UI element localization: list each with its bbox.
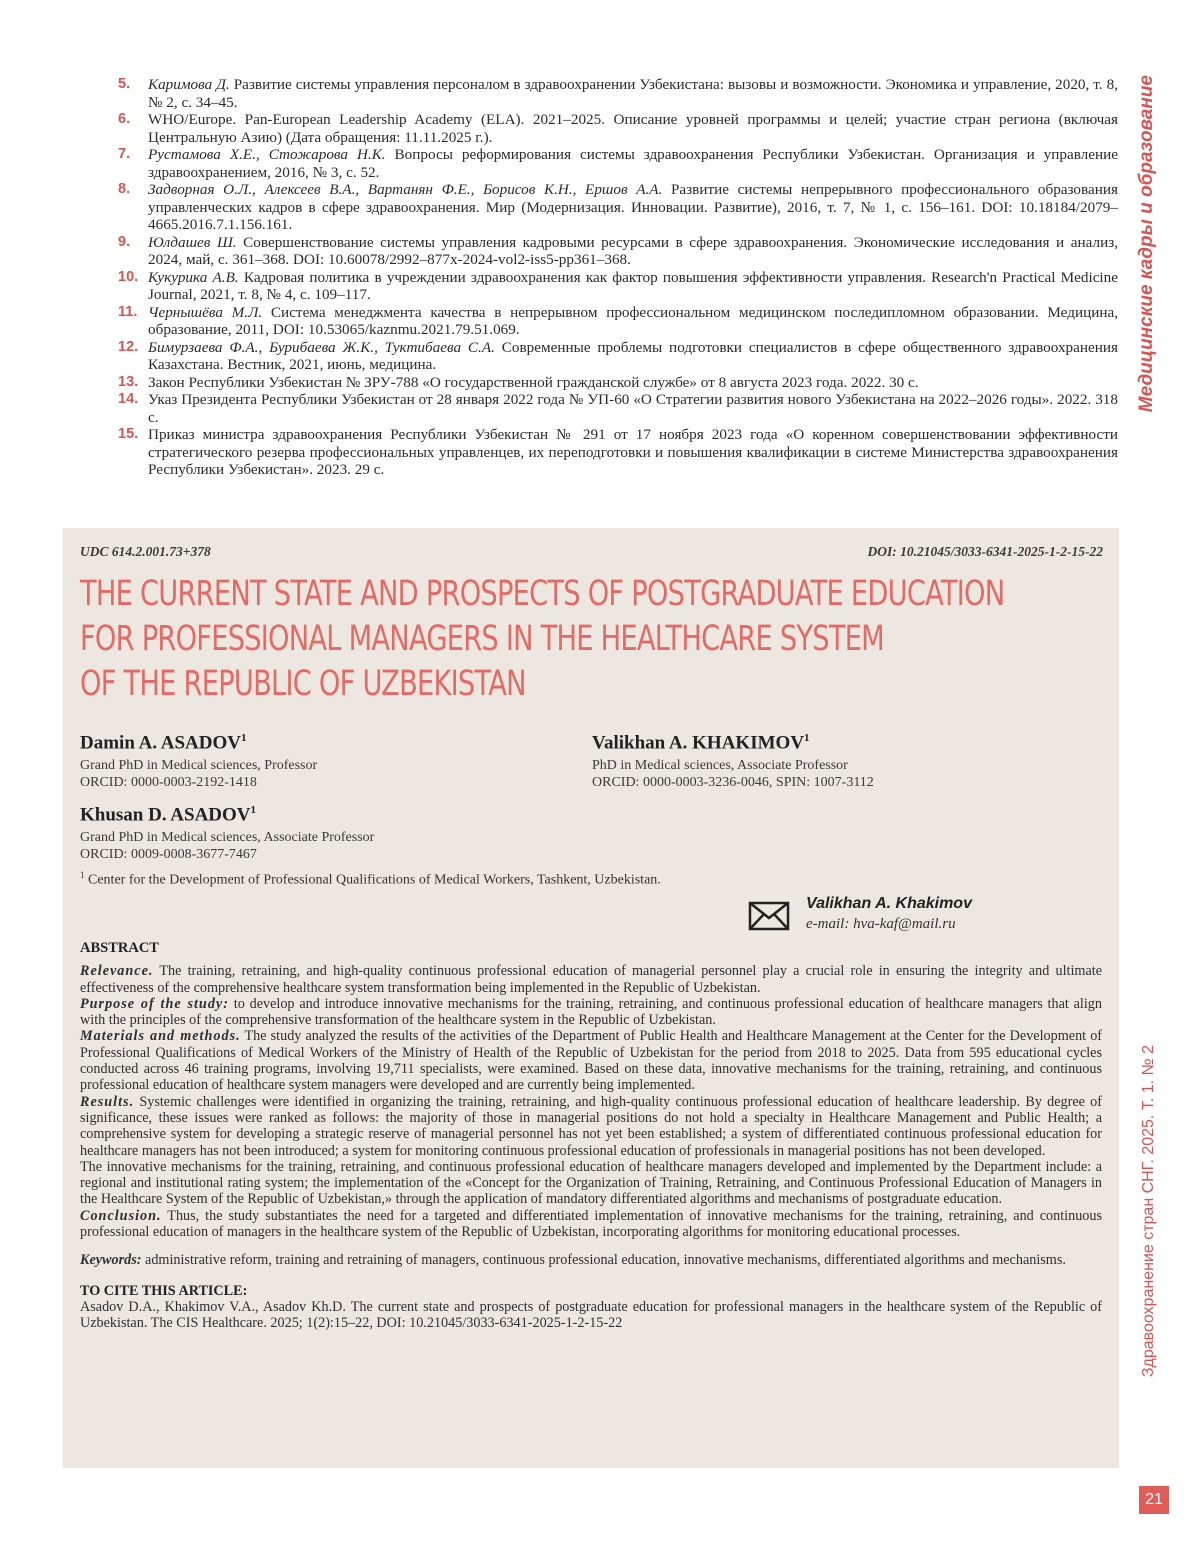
reference-authors: Каримова Д. — [148, 76, 230, 93]
author-name: Valikhan A. KHAKIMOV — [592, 732, 805, 754]
reference-text: Современные проблемы подготовки специалистов в сфере общественного здравоохранения Казахстана. Вестник, 2021, июнь, медицина. — [148, 338, 1118, 373]
article-doi: DOI: 10.21045/3033-6341-2025-1-2-15-22 — [867, 544, 1103, 559]
author-block: Valikhan A. KHAKIMOV$^1$ PhD in Medical sciences, Associate Professor ORCID: 0000-0003-3236-0046, SPIN: 1007-3112 — [592, 732, 874, 791]
author-degree: Grand PhD in Medical sciences, Professor — [80, 758, 318, 774]
reference-item: 9. Юлдашев Ш. Совершенствование системы управления кадровыми ресурсами в сфере здравоохранения. Экономические исследования и анализ, 2024, май, с. 361–368. DOI: 10.60078/2992–877x-2024-vol2-iss5-pp361–368. — [118, 233, 1118, 268]
page-number: 21 — [1139, 1486, 1169, 1514]
reference-item: 6. WHO/Europe. Pan-European Leadership Academy (ELA). 2021–2025. Описание уровней программы и целей; участие стран региона (включая Центральную Азию) (Дата обращения: 11.11.2025 г.). — [118, 111, 1118, 146]
cite-heading: TO CITE THIS ARTICLE: — [80, 1282, 248, 1299]
reference-text: Развитие системы управления персоналом в здравоохранении Узбекистана: вызовы и возможности. Экономика и управление, 2020, т. 8, № 2, с. 34–45. — [148, 76, 1118, 111]
title-line: FOR PROFESSIONAL MANAGERS IN THE HEALTHCARE SYSTEM — [80, 619, 884, 659]
author-ids: ORCID: 0000-0003-2192-1418 — [80, 775, 257, 791]
reference-authors: Задворная О.Л., Алексеев В.А., Вартанян Ф.Е., Борисов К.Н., Ершов А.А. — [148, 181, 663, 198]
abstract-relevance: Relevance. The training, retraining, and high-quality continuous professional education of managerial personnel play a crucial role in ensuring the integrity and ultimate effectiveness of the comprehensive healthcare system transformation being implemented in the Republic of Uzbekistan. — [80, 963, 1102, 996]
section-label: Медицинские кадры и образование — [1136, 75, 1157, 413]
corresponding-author — [748, 895, 1088, 935]
author-degree: Grand PhD in Medical sciences, Associate Professor — [80, 830, 375, 846]
reference-text: Кадровая политика в учреждении здравоохранения как фактор повышения эффективности управления. Research'n Practical Medicine Journal, 2021, т. 8, № 4, с. 109–117. — [148, 268, 1118, 303]
reference-authors: Бимурзаева Ф.А., Бурибаева Ж.К., Туктибаева С.А. — [148, 338, 495, 356]
reference-item: 12. Бимурзаева Ф.А., Бурибаева Ж.К., Туктибаева С.А. Современные проблемы подготовки специалистов в сфере общественного здравоохранения Казахстана. Вестник, 2021, июнь, медицина. — [118, 338, 1118, 373]
reference-item: 13. Закон Республики Узбекистан № ЗРУ-788 «О государственной гражданской службе» от 8 августа 2023 года. 2022. 30 с. — [118, 373, 919, 391]
reference-text: Приказ министра здравоохранения Республики Узбекистан № 291 от 17 ноября 2023 года «О коренном совершенствовании эффективности стратегического резерва профессиональных управленцев, их переподготовки и повышения квалификации в системе Министерства здравоохранения Республики Узбекистан». 2023. 29 с. — [148, 426, 1118, 478]
reference-text: WHO/Europe. Pan-European Leadership Academy (ELA). 2021–2025. Описание уровней программы и целей; участие стран региона (включая Центральную Азию) (Дата обращения: 11.11.2025 г.). — [148, 111, 1118, 146]
reference-text: Закон Республики Узбекистан № ЗРУ-788 «О государственной гражданской службе» от 8 августа 2023 года. 2022. 30 с. — [148, 373, 919, 391]
reference-authors: Рустамова Х.Е., Стожарова Н.К. — [148, 146, 386, 163]
abstract — [80, 940, 1102, 1332]
reference-authors: Кукурика А.В. — [148, 268, 239, 286]
author-block: Damin A. ASADOV$^1$ Grand PhD in Medical sciences, Professor ORCID: 0000-0003-2192-1418 — [80, 732, 318, 791]
reference-text: Совершенствование системы управления кадровыми ресурсами в сфере здравоохранения. Экономические исследования и анализ, 2024, май, с. 361–368. DOI: 10.60078/2992–877x-2024-vol2-iss5-pp361–368. — [148, 233, 1118, 268]
reference-item: 10. Кукурика А.В. Кадровая политика в учреждении здравоохранения как фактор повышения эффективности управления. Research'n Practical Medicine Journal, 2021, т. 8, № 4, с. 109–117. — [118, 268, 1118, 303]
reference-text: Система менеджмента качества в непрерывном профессиональном медицинском последипломном образовании. Медицина, образование, 2011, DOI: 10.53065/kaznmu.2021.79.51.069. — [148, 303, 1118, 338]
author-ids: ORCID: 0000-0003-3236-0046, SPIN: 1007-3112 — [592, 775, 874, 791]
reference-authors: Чернышёва М.Л. — [148, 303, 263, 321]
reference-text: Вопросы реформирования системы здравоохранения Республики Узбекистан. Организация и управление здравоохранением, 2016, № 3, с. 52. — [148, 146, 1118, 181]
author-name: Khusan D. ASADOV — [80, 804, 251, 826]
abstract-results: Results. Systemic challenges were identified in organizing the training, retraining, and high-quality continuous professional education of healthcare leadership. By degree of significance, these issues were ranked as follows: the majority of those in managerial positions do not hold a specialty in Healthcare Management and Public Health; a comprehensive system for developing a strategic reserve of managerial personnel has not yet been established; a system of differentiated continuous professional education for healthcare managers has not been introduced; a system for monitoring continuous professional education of professionals in managerial positions has not been developed. — [80, 1093, 1102, 1159]
reference-item: 7. Рустамова Х.Е., Стожарова Н.К. Вопросы реформирования системы здравоохранения Республики Узбекистан. Организация и управление здравоохранением, 2016, № 3, с. 52. — [118, 146, 1118, 181]
reference-item: 5. Каримова Д. Развитие системы управления персоналом в здравоохранении Узбекистана: вызовы и возможности. Экономика и управление, 2020, т. 8, № 2, с. 34–45. — [118, 76, 1118, 111]
author-name: Damin A. ASADOV — [80, 732, 241, 754]
title-line: THE CURRENT STATE AND PROSPECTS OF POSTGRADUATE EDUCATION — [80, 574, 1005, 614]
reference-item: 14. Указ Президента Республики Узбекистан от 28 января 2022 года № УП-60 «О Стратегии развития нового Узбекистана на 2022–2026 годы». 2022. 318 с. — [118, 391, 1118, 426]
reference-item: 8. Задворная О.Л., Алексеев В.А., Вартанян Ф.Е., Борисов К.Н., Ершов А.А. Развитие системы непрерывного профессионального образования управленческих кадров в сфере здравоохранения. Мир (Модернизация. Инновации. Развитие), 2016, т. 7, № 1, с. 156–161. DOI: 10.18184/2079–4665.2016.7.1.156.161. — [118, 181, 1118, 233]
keywords: Keywords: administrative reform, training and retraining of managers, continuous professional education, innovative mechanisms, differentiated algorithms and mechanisms. — [80, 1252, 1066, 1269]
author-ids: ORCID: 0009-0008-3677-7467 — [80, 847, 257, 863]
contact-name: Valikhan A. Khakimov — [806, 895, 972, 912]
abstract-conclusion: Conclusion. Thus, the study substantiates the need for a targeted and differentiated implementation of innovative mechanisms for the training, retraining, and continuous professional education of managers in the healthcare system of the Republic of Uzbekistan, incorporating algorithms for monitoring educational processes. — [80, 1207, 1102, 1241]
author-block: Khusan D. ASADOV$^1$ Grand PhD in Medical sciences, Associate Professor ORCID: 0009-0008-3677-7467 — [80, 804, 375, 863]
article-title — [80, 572, 1086, 707]
citation: Asadov D.A., Khakimov V.A., Asadov Kh.D. The current state and prospects of postgraduate education for professional managers in the healthcare system of the Republic of Uzbekistan. The CIS Healthcare. 2025; 1(2):15–22, DOI: 10.21045/3033-6341-2025-1-2-15-22 — [80, 1298, 1102, 1332]
contact-email[interactable]: e-mail: hva-kaf@mail.ru — [806, 916, 956, 932]
reference-item: 11. Чернышёва М.Л. Система менеджмента качества в непрерывном профессиональном медицинском последипломном образовании. Медицина, образование, 2011, DOI: 10.53065/kaznmu.2021.79.51.069. — [118, 303, 1118, 338]
reference-list — [118, 76, 1118, 479]
abstract-heading: ABSTRACT — [80, 940, 159, 956]
envelope-icon — [748, 901, 790, 931]
title-line: OF THE REPUBLIC OF UZBEKISTAN — [80, 664, 526, 704]
reference-text: Развитие системы непрерывного профессионального образования управленческих кадров в сфере здравоохранения. Мир (Модернизация. Инновации. Развитие), 2016, т. 7, № 1, с. 156–161. DOI: 10.18184/2079–4665.2016.7.1.156.161. — [148, 181, 1118, 233]
author-degree: PhD in Medical sciences, Associate Professor — [592, 758, 848, 774]
journal-label: Здравоохранение стран СНГ. 2025. Т. 1. № 2 — [1140, 1045, 1157, 1378]
abstract-methods: Materials and methods. The study analyzed the results of the activities of the Department of Public Health and Healthcare Management at the Center for the Development of Professional Qualifications of Medical Workers of the Ministry of Health of the Republic of Uzbekistan for the period from 2018 to 2025. Data from 595 educational cycles conducted across 46 training programs, involving 19,711 specialists, were examined. Based on these data, innovative mechanisms for the training, retraining, and continuous professional education of healthcare system managers were developed and are currently being implemented. — [80, 1028, 1103, 1094]
reference-authors: Юлдашев Ш. — [148, 233, 237, 251]
reference-item: 15. Приказ министра здравоохранения Республики Узбекистан № 291 от 17 ноября 2023 года «О коренном совершенствовании эффективности стратегического резерва профессиональных управленцев, их переподготовки и повышения квалификации в системе Министерства здравоохранения Республики Узбекистан». 2023. 29 с. — [118, 426, 1118, 478]
reference-text: Указ Президента Республики Узбекистан от 28 января 2022 года № УП-60 «О Стратегии развития нового Узбекистана на 2022–2026 годы». 2022. 318 с. — [148, 391, 1118, 426]
abstract-purpose: Purpose of the study: to develop and introduce innovative mechanisms for the training, retraining, and continuous professional education of healthcare managers that align with the principles of the comprehensive transformation of the healthcare system in the Republic of Uzbekistan. — [80, 995, 1102, 1029]
abstract-results-continued: The innovative mechanisms for the training, retraining, and continuous professional education of healthcare managers developed and implemented by the Department include: a regional and institutional rating system; the implementation of the «Concept for the Organization of Training, Retraining, and Continuous Professional Education of Managers in the Healthcare System of the Republic of Uzbekistan,» through the application of mandatory differentiated algorithms and mechanisms of postgraduate education. — [80, 1158, 1102, 1208]
affiliation: $^1$ Center for the Development of Professional Qualifications of Medical Workers, Tashkent, Uzbekistan. — [80, 870, 661, 888]
udc-code: UDC 614.2.001.73+378 — [80, 544, 211, 559]
